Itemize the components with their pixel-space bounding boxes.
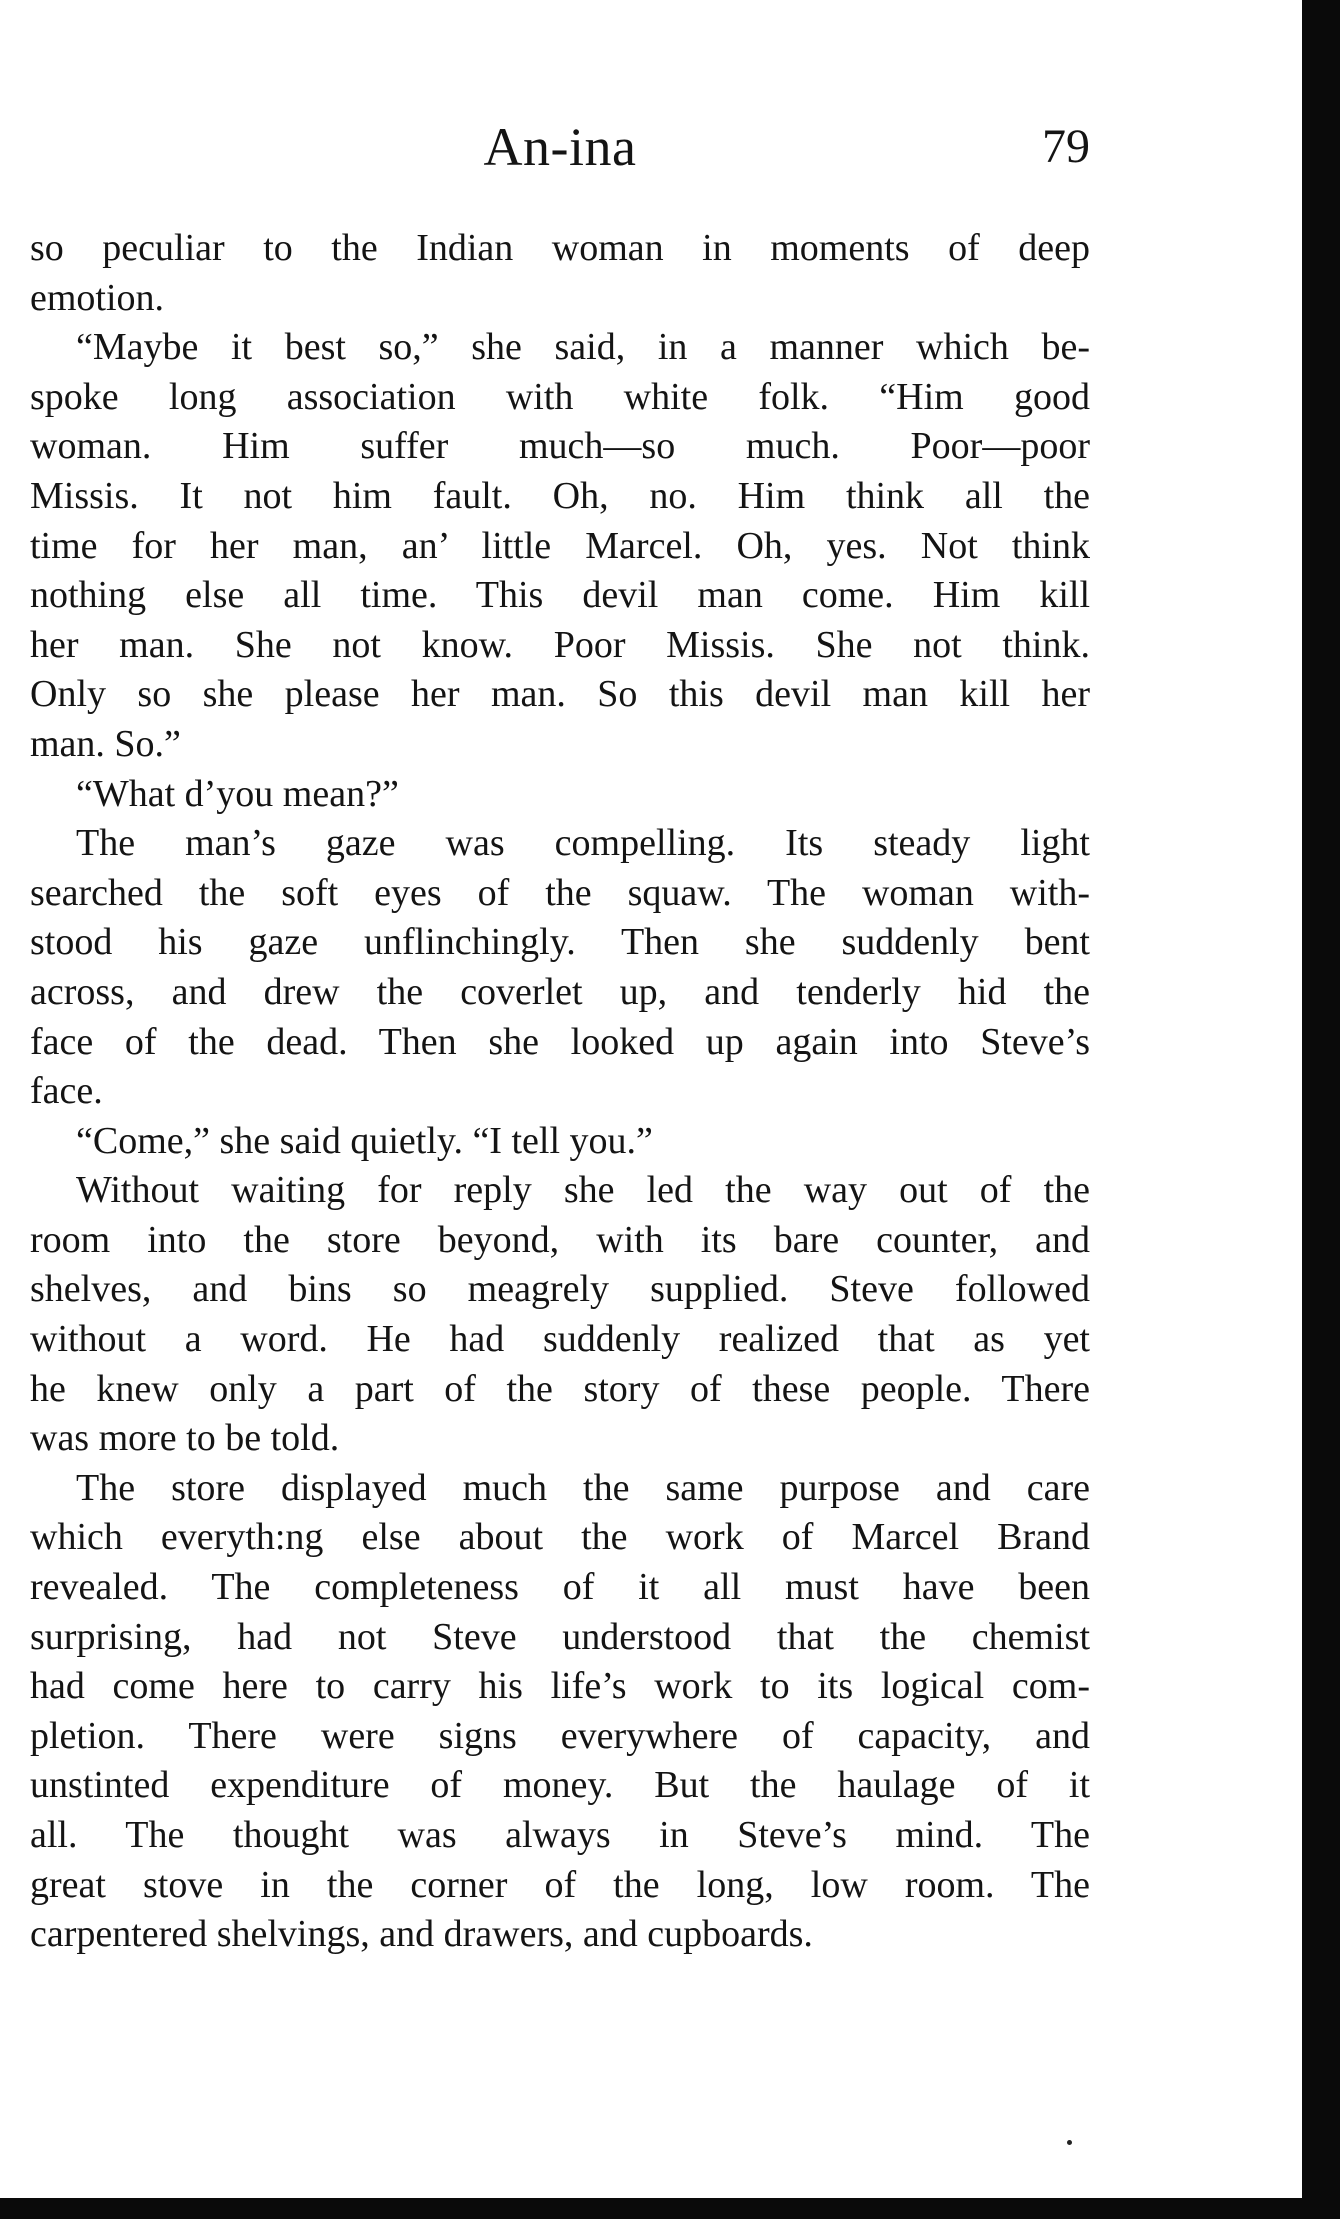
text-line: face. [30, 1070, 103, 1113]
text-line: “Come,” she said quietly. “I tell you.” [76, 1119, 653, 1162]
text-line: pletion. There were signs everywhere of capacity, and [30, 1714, 1090, 1757]
paragraph [30, 224, 1090, 323]
text-line: “What d’you mean?” [76, 772, 399, 815]
page-header [30, 112, 1090, 182]
scan-edge-right [1302, 0, 1340, 2219]
text-line: room into the store beyond, with its bare counter, and [30, 1218, 1090, 1261]
text-line: had come here to carry his life’s work to its logical com- [30, 1665, 1090, 1708]
paragraph [30, 770, 1090, 820]
text-line: The man’s gaze was compelling. Its steady light [76, 822, 1090, 865]
text-line: revealed. The completeness of it all must have been [30, 1566, 1090, 1609]
text-line: woman. Him suffer much—so much. Poor—poor [30, 425, 1090, 468]
text-line: Missis. It not him fault. Oh, no. Him think all the [30, 474, 1090, 517]
text-line: which everyth:ng else about the work of Marcel Brand [30, 1516, 1090, 1559]
print-speck [1067, 2140, 1072, 2145]
text-line: across, and drew the coverlet up, and tenderly hid the [30, 970, 1090, 1013]
text-line: unstinted expenditure of money. But the haulage of it [30, 1764, 1090, 1807]
text-line: surprising, had not Steve understood that the chemist [30, 1615, 1090, 1658]
text-line: stood his gaze unflinchingly. Then she suddenly bent [30, 921, 1090, 964]
text-line: The store displayed much the same purpose and care [76, 1466, 1090, 1509]
text-line: searched the soft eyes of the squaw. The woman with- [30, 871, 1090, 914]
text-line: Only so she please her man. So this devil man kill her [30, 673, 1090, 716]
paragraph [30, 1464, 1090, 1960]
text-line: without a word. He had suddenly realized that as yet [30, 1318, 1090, 1361]
text-line: he knew only a part of the story of these people. There [30, 1367, 1090, 1410]
scan-edge-bottom [0, 2198, 1340, 2219]
paragraph [30, 1117, 1090, 1167]
text-line: nothing else all time. This devil man come. Him kill [30, 574, 1090, 617]
body-text [30, 224, 1090, 1960]
paragraph [30, 1166, 1090, 1464]
text-line: Without waiting for reply she led the way out of the [76, 1169, 1090, 1212]
text-line: great stove in the corner of the long, low room. The [30, 1863, 1090, 1906]
text-line: “Maybe it best so,” she said, in a manner which be- [76, 326, 1090, 369]
text-line: all. The thought was always in Steve’s mind. The [30, 1814, 1090, 1856]
paragraph [30, 819, 1090, 1117]
text-line: face of the dead. Then she looked up again into Steve’s [30, 1020, 1090, 1063]
text-line: man. So.” [30, 722, 181, 765]
running-title: An-ina [483, 117, 637, 177]
paragraph [30, 323, 1090, 769]
page-number: 79 [1042, 120, 1090, 173]
text-line: time for her man, an’ little Marcel. Oh, yes. Not think [30, 524, 1090, 567]
text-line: shelves, and bins so meagrely supplied. Steve followed [30, 1268, 1090, 1311]
text-line: emotion. [30, 276, 165, 319]
text-line: carpentered shelvings, and drawers, and cupboards. [30, 1913, 813, 1956]
text-line: was more to be told. [30, 1417, 340, 1460]
text-line: spoke long association with white folk. “Him good [30, 375, 1090, 418]
text-line: so peculiar to the Indian woman in moments of deep [30, 227, 1090, 269]
text-line: her man. She not know. Poor Missis. She not think. [30, 623, 1090, 666]
